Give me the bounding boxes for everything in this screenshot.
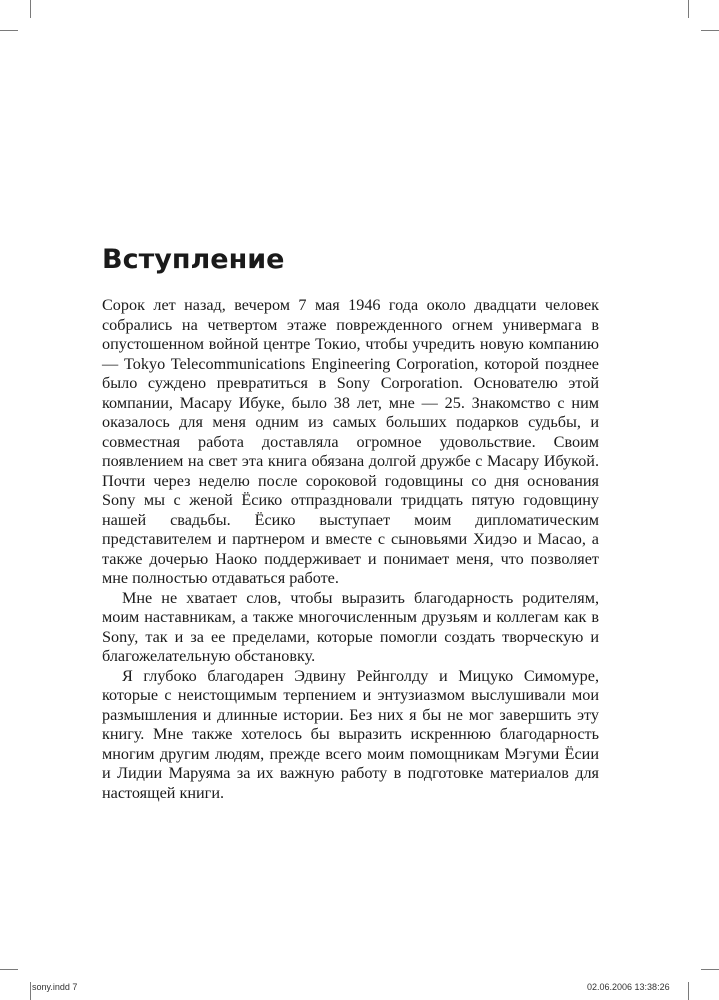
paragraph-3: Я глубоко благодарен Эдвину Рейнголду и Мицуко Симомуре, которые с неистощимым терпением и энтузиазмом выслушивали мои размышления и длинные истории. Без них я бы не мог завершить эту книгу. Мне также хотелось бы выразить искреннюю благодарность многим другим людям, прежде всего моим помощникам Мэгуми Ёсии и Лидии Маруяма за их важную работу в подготовке материалов для настоящей книги. (102, 666, 599, 802)
page-title: Вступление (102, 244, 285, 275)
slug-file-page: sony.indd 7 (32, 982, 78, 992)
crop-mark-bottom-left-horizontal (0, 969, 18, 970)
slug-datetime: 02.06.2006 13:38:26 (587, 982, 670, 992)
paragraph-1: Сорок лет назад, вечером 7 мая 1946 года около двадцати человек собрались на четвертом этаже поврежденного огнем универмага в опустошенном войной центре Токио, чтобы учредить новую компанию — Tokyo Telecommunications Engineering Corporation, которой позднее было суждено превратиться в Sony Corporation. Основателю этой компании, Масару Ибуке, было 38 лет, мне — 25. Знакомство с ним оказалось для меня одним из самых больших подарков судьбы, и совместная работа доставляла огромное удовольствие. Своим появлением на свет эта книга обязана долгой дружбе с Масару Ибукой. Почти через неделю после сороковой годовщины со дня основания Sony мы с женой Ёсико отпраздновали тридцать пятую годовщину нашей свадьбы. Ёсико выступает моим дипломатическим представителем и партнером и вместе с сыновьями Хидэо и Масао, а также дочерью Наоко поддерживает и понимает меня, что позволяет мне полностью отдаваться работе. (102, 296, 599, 587)
crop-mark-bottom-right-horizontal (701, 969, 719, 970)
crop-mark-bottom-right-vertical (688, 982, 689, 1000)
paragraph-2: Мне не хватает слов, чтобы выразить благодарность родителям, моим наставникам, а также многочисленным друзьям и коллегам как в Sony, так и за ее пределами, которые помогли создать творческую и благожелательную обстановку. (102, 588, 599, 665)
crop-mark-bottom-left-vertical (30, 982, 31, 1000)
crop-mark-top-right-vertical (688, 0, 689, 18)
crop-mark-top-left-horizontal (0, 30, 18, 31)
body-text (102, 296, 599, 803)
crop-mark-top-left-vertical (30, 0, 31, 18)
crop-mark-top-right-horizontal (701, 30, 719, 31)
